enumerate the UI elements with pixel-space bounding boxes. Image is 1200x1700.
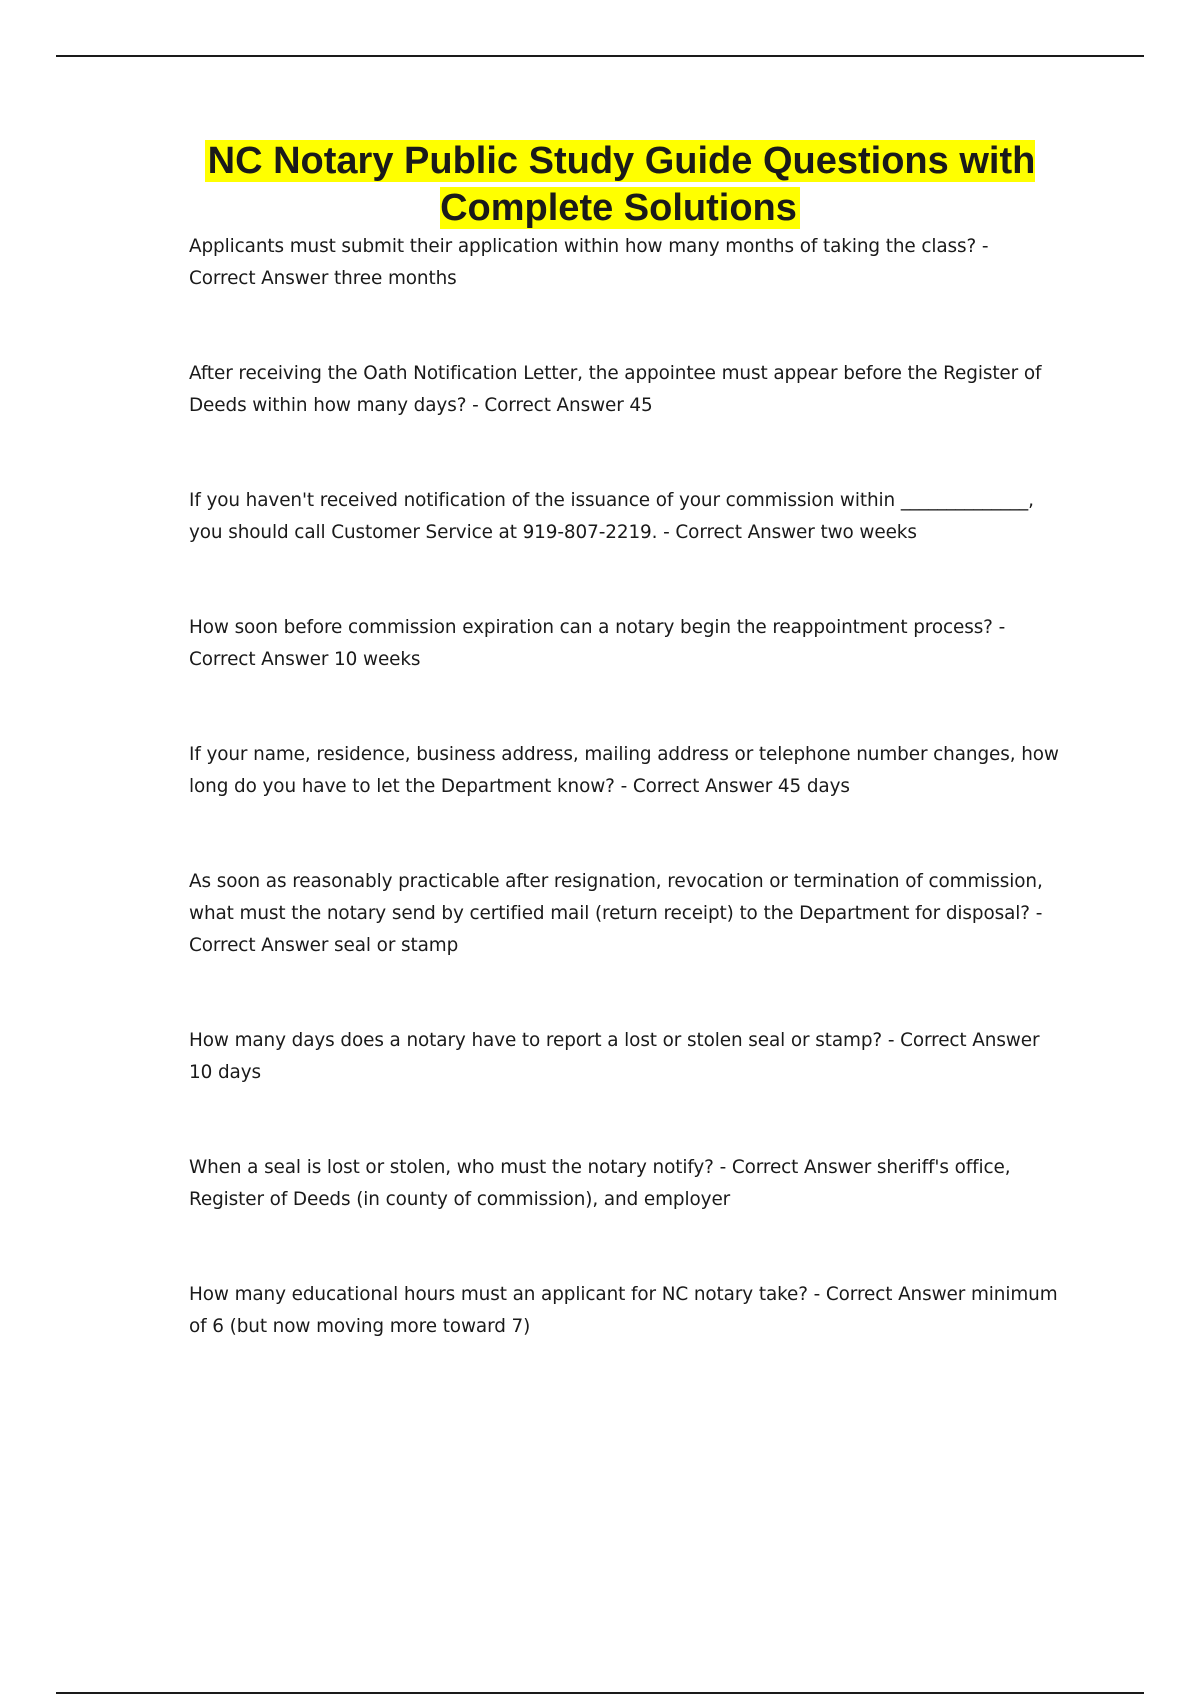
qa-item: How soon before commission expiration can a notary begin the reappointment process? - Correct Answer 10 weeks <box>189 617 1006 670</box>
qa-item: If you haven't received notification of the issuance of your commission within ______________, you should call Customer Service at 919-807-2219. - Correct Answer two weeks <box>189 490 1034 543</box>
document-title <box>140 138 1100 232</box>
qa-list <box>189 231 1059 1343</box>
qa-item: As soon as reasonably practicable after resignation, revocation or termination of commission, what must the notary send by certified mail (return receipt) to the Department for disposal? - Correct Answer seal or stamp <box>189 871 1043 956</box>
qa-item: After receiving the Oath Notification Letter, the appointee must appear before the Register of Deeds within how many days? - Correct Answer 45 <box>189 363 1042 416</box>
qa-item: If your name, residence, business address, mailing address or telephone number changes, how long do you have to let the Department know? - Correct Answer 45 days <box>189 744 1059 797</box>
qa-item: When a seal is lost or stolen, who must the notary notify? - Correct Answer sheriff's office, Register of Deeds (in county of commission), and employer <box>189 1157 1011 1210</box>
qa-item: How many days does a notary have to report a lost or stolen seal or stamp? - Correct Answer 10 days <box>189 1030 1040 1083</box>
qa-item: Applicants must submit their application within how many months of taking the class? - Correct Answer three months <box>189 236 989 289</box>
qa-item: How many educational hours must an applicant for NC notary take? - Correct Answer minimum of 6 (but now moving more toward 7) <box>189 1284 1058 1337</box>
title-highlight: NC Notary Public Study Guide Questions with Complete Solutions <box>205 140 1036 229</box>
bottom-divider <box>56 1692 1144 1694</box>
top-divider <box>56 55 1144 57</box>
